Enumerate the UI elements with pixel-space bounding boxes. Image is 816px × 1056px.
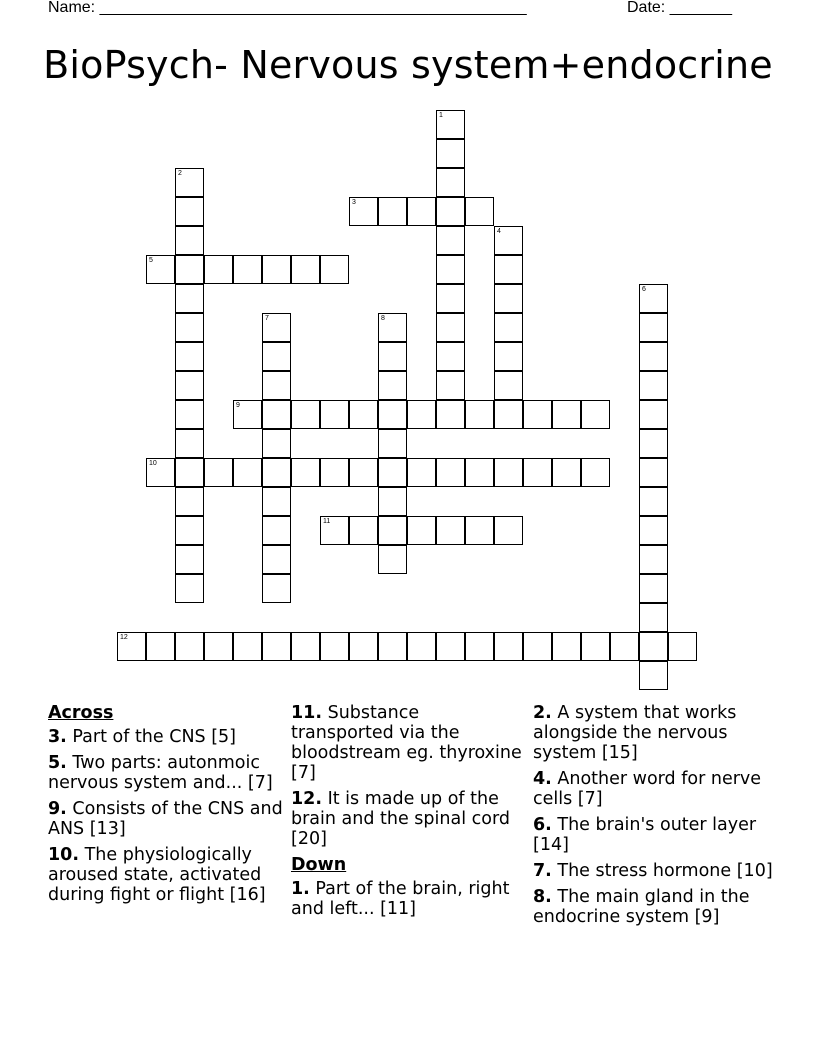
grid-cell[interactable] xyxy=(407,458,436,487)
clue-text: Two parts: autonmoic nervous system and... [7] xyxy=(48,753,273,793)
clue-down-4 xyxy=(533,769,773,809)
grid-cell[interactable] xyxy=(639,516,668,545)
clue-number: 7. xyxy=(533,861,552,881)
grid-cell[interactable] xyxy=(175,400,204,429)
grid-cell[interactable] xyxy=(465,516,494,545)
clue-number-label: 1 xyxy=(439,112,443,119)
clue-number: 3. xyxy=(48,727,67,747)
grid-cell[interactable] xyxy=(175,632,204,661)
grid-cell[interactable] xyxy=(349,400,378,429)
grid-cell[interactable] xyxy=(523,632,552,661)
grid-cell[interactable] xyxy=(175,429,204,458)
clue-column-1 xyxy=(48,703,284,911)
clue-number: 8. xyxy=(533,887,552,907)
grid-cell[interactable] xyxy=(639,342,668,371)
clue-number-label: 8 xyxy=(381,315,385,322)
clue-down-1 xyxy=(291,879,527,919)
clue-text: It is made up of the brain and the spinal cord [20] xyxy=(291,789,510,849)
clue-across-12 xyxy=(291,789,527,849)
grid-cell[interactable] xyxy=(378,429,407,458)
grid-cell[interactable] xyxy=(262,371,291,400)
grid-cell[interactable] xyxy=(465,400,494,429)
grid-cell[interactable] xyxy=(494,313,523,342)
clue-number: 12. xyxy=(291,789,323,809)
grid-cell[interactable] xyxy=(436,342,465,371)
clue-text: Another word for nerve cells [7] xyxy=(533,769,762,809)
clue-across-11 xyxy=(291,703,527,783)
grid-cell[interactable] xyxy=(436,371,465,400)
clue-text: The physiologically aroused state, activated during fight or flight [16] xyxy=(48,845,266,905)
grid-cell[interactable] xyxy=(610,632,639,661)
grid-cell[interactable] xyxy=(175,255,204,284)
grid-cell[interactable] xyxy=(639,603,668,632)
grid-cell[interactable] xyxy=(436,226,465,255)
grid-cell[interactable] xyxy=(407,197,436,226)
grid-cell[interactable] xyxy=(407,516,436,545)
grid-cell[interactable] xyxy=(175,197,204,226)
clue-text: The stress hormone [10] xyxy=(557,861,773,881)
grid-cell[interactable] xyxy=(436,255,465,284)
grid-cell[interactable] xyxy=(639,458,668,487)
grid-cell[interactable] xyxy=(494,400,523,429)
clue-down-7 xyxy=(533,861,773,881)
clue-number-label: 5 xyxy=(149,257,153,264)
clue-text: Consists of the CNS and ANS [13] xyxy=(48,799,283,839)
grid-cell[interactable] xyxy=(320,632,349,661)
grid-cell[interactable] xyxy=(262,429,291,458)
grid-cell[interactable] xyxy=(407,400,436,429)
date-field-label: Date: _______ xyxy=(627,0,732,16)
clue-text: Substance transported via the bloodstream eg. thyroxine [7] xyxy=(291,703,522,783)
grid-cell[interactable] xyxy=(378,197,407,226)
grid-cell[interactable] xyxy=(349,632,378,661)
grid-cell[interactable] xyxy=(494,342,523,371)
clue-column-2 xyxy=(291,703,527,925)
clue-number: 4. xyxy=(533,769,552,789)
grid-cell[interactable] xyxy=(436,284,465,313)
grid-cell[interactable] xyxy=(291,400,320,429)
grid-cell[interactable] xyxy=(262,487,291,516)
grid-cell[interactable] xyxy=(465,632,494,661)
grid-cell[interactable] xyxy=(436,400,465,429)
grid-cell[interactable] xyxy=(436,458,465,487)
grid-cell[interactable] xyxy=(291,632,320,661)
clue-number-label: 12 xyxy=(120,634,128,641)
grid-cell[interactable] xyxy=(494,255,523,284)
grid-cell[interactable] xyxy=(320,516,349,545)
grid-cell[interactable] xyxy=(436,139,465,168)
across-heading: Across xyxy=(48,703,114,723)
grid-cell[interactable] xyxy=(175,342,204,371)
grid-cell[interactable] xyxy=(494,516,523,545)
grid-cell[interactable] xyxy=(349,516,378,545)
grid-cell[interactable] xyxy=(465,458,494,487)
grid-cell[interactable] xyxy=(262,632,291,661)
grid-cell[interactable] xyxy=(349,197,378,226)
grid-cell[interactable] xyxy=(146,632,175,661)
clue-number-label: 9 xyxy=(236,402,240,409)
grid-cell[interactable] xyxy=(523,458,552,487)
clue-across-9 xyxy=(48,799,284,839)
grid-cell[interactable] xyxy=(378,313,407,342)
page-title: BioPsych- Nervous system+endocrine xyxy=(43,43,773,87)
clue-number-label: 10 xyxy=(149,460,157,467)
grid-cell[interactable] xyxy=(175,168,204,197)
grid-cell[interactable] xyxy=(204,632,233,661)
clue-number: 11. xyxy=(291,703,323,723)
down-heading: Down xyxy=(291,855,347,875)
grid-cell[interactable] xyxy=(639,487,668,516)
grid-cell[interactable] xyxy=(320,458,349,487)
grid-cell[interactable] xyxy=(465,197,494,226)
clue-number: 5. xyxy=(48,753,67,773)
grid-cell[interactable] xyxy=(291,458,320,487)
grid-cell[interactable] xyxy=(378,458,407,487)
grid-cell[interactable] xyxy=(581,400,610,429)
grid-cell[interactable] xyxy=(639,632,668,661)
grid-cell[interactable] xyxy=(378,342,407,371)
grid-cell[interactable] xyxy=(668,632,697,661)
grid-cell[interactable] xyxy=(378,371,407,400)
grid-cell[interactable] xyxy=(262,458,291,487)
grid-cell[interactable] xyxy=(436,168,465,197)
grid-cell[interactable] xyxy=(436,313,465,342)
grid-cell[interactable] xyxy=(494,226,523,255)
grid-cell[interactable] xyxy=(494,458,523,487)
grid-cell[interactable] xyxy=(436,516,465,545)
grid-cell[interactable] xyxy=(262,342,291,371)
grid-cell[interactable] xyxy=(378,400,407,429)
grid-cell[interactable] xyxy=(581,632,610,661)
name-field-label: Name: ________________________________________________ xyxy=(48,0,527,16)
grid-cell[interactable] xyxy=(233,255,262,284)
grid-cell[interactable] xyxy=(552,458,581,487)
grid-cell[interactable] xyxy=(436,197,465,226)
grid-cell[interactable] xyxy=(175,574,204,603)
grid-cell[interactable] xyxy=(639,661,668,690)
clue-number: 1. xyxy=(291,879,310,899)
clue-text: The brain's outer layer [14] xyxy=(533,815,757,855)
clue-number: 6. xyxy=(533,815,552,835)
grid-cell[interactable] xyxy=(639,400,668,429)
grid-cell[interactable] xyxy=(320,255,349,284)
grid-cell[interactable] xyxy=(639,574,668,603)
grid-cell[interactable] xyxy=(233,458,262,487)
grid-cell[interactable] xyxy=(494,371,523,400)
grid-cell[interactable] xyxy=(436,632,465,661)
grid-cell[interactable] xyxy=(378,487,407,516)
grid-cell[interactable] xyxy=(175,371,204,400)
grid-cell[interactable] xyxy=(552,632,581,661)
clue-column-3 xyxy=(533,703,773,933)
grid-cell[interactable] xyxy=(639,313,668,342)
clue-number: 2. xyxy=(533,703,552,723)
clue-number: 10. xyxy=(48,845,80,865)
grid-cell[interactable] xyxy=(639,545,668,574)
clue-down-2 xyxy=(533,703,773,763)
grid-cell[interactable] xyxy=(175,516,204,545)
grid-cell[interactable] xyxy=(262,400,291,429)
grid-cell[interactable] xyxy=(523,400,552,429)
grid-cell[interactable] xyxy=(175,226,204,255)
grid-cell[interactable] xyxy=(233,400,262,429)
grid-cell[interactable] xyxy=(378,545,407,574)
clue-down-8 xyxy=(533,887,773,927)
grid-cell[interactable] xyxy=(639,371,668,400)
grid-cell[interactable] xyxy=(175,487,204,516)
clue-across-5 xyxy=(48,753,284,793)
grid-cell[interactable] xyxy=(639,284,668,313)
grid-cell[interactable] xyxy=(262,255,291,284)
clue-number-label: 4 xyxy=(497,228,501,235)
grid-cell[interactable] xyxy=(639,429,668,458)
grid-cell[interactable] xyxy=(581,458,610,487)
grid-cell[interactable] xyxy=(436,110,465,139)
grid-cell[interactable] xyxy=(552,400,581,429)
grid-cell[interactable] xyxy=(378,516,407,545)
clue-down-6 xyxy=(533,815,773,855)
clue-number-label: 3 xyxy=(352,199,356,206)
grid-cell[interactable] xyxy=(494,632,523,661)
grid-cell[interactable] xyxy=(378,632,407,661)
clue-number: 9. xyxy=(48,799,67,819)
grid-cell[interactable] xyxy=(146,255,175,284)
grid-cell[interactable] xyxy=(349,458,378,487)
clue-text: A system that works alongside the nervous system [15] xyxy=(533,703,737,763)
clue-number-label: 11 xyxy=(323,518,331,525)
clue-text: The main gland in the endocrine system [9] xyxy=(533,887,750,927)
grid-cell[interactable] xyxy=(175,545,204,574)
grid-cell[interactable] xyxy=(262,574,291,603)
grid-cell[interactable] xyxy=(262,516,291,545)
grid-cell[interactable] xyxy=(146,458,175,487)
clue-text: Part of the CNS [5] xyxy=(72,727,236,747)
grid-cell[interactable] xyxy=(117,632,146,661)
grid-cell[interactable] xyxy=(175,313,204,342)
clue-across-10 xyxy=(48,845,284,905)
clue-across-3 xyxy=(48,727,284,747)
grid-cell[interactable] xyxy=(233,632,262,661)
grid-cell[interactable] xyxy=(494,284,523,313)
grid-cell[interactable] xyxy=(320,400,349,429)
grid-cell[interactable] xyxy=(204,458,233,487)
grid-cell[interactable] xyxy=(175,284,204,313)
clue-number-label: 6 xyxy=(642,286,646,293)
grid-cell[interactable] xyxy=(262,545,291,574)
grid-cell[interactable] xyxy=(407,632,436,661)
grid-cell[interactable] xyxy=(262,313,291,342)
grid-cell[interactable] xyxy=(291,255,320,284)
clue-text: Part of the brain, right and left... [11] xyxy=(291,879,510,919)
grid-cell[interactable] xyxy=(175,458,204,487)
clue-number-label: 7 xyxy=(265,315,269,322)
clue-number-label: 2 xyxy=(178,170,182,177)
grid-cell[interactable] xyxy=(204,255,233,284)
